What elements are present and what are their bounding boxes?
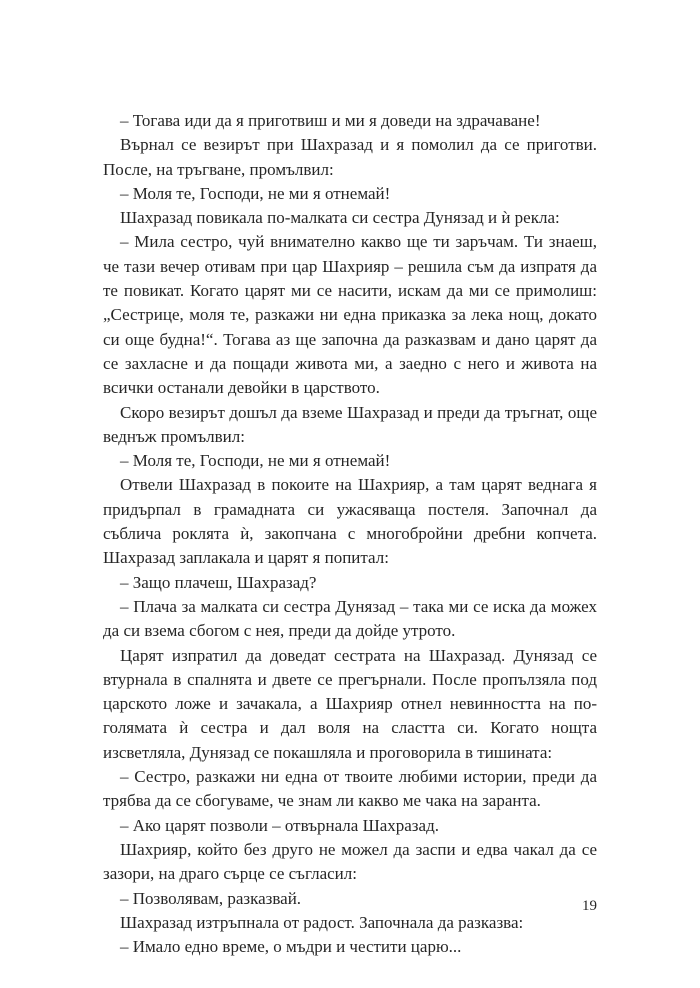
paragraph: – Моля те, Господи, не ми я отнемай! xyxy=(120,183,391,203)
paragraph: Царят изпратил да доведат сестрата на Шахразад. Дунязад се втурнала в спалнята и двете се прегърнали. После пропълзяла под царското ложе и зачакала, а Шахрияр отнел невинността на по-голямата ѝ сестра и дал воля на сластта си. Когато нощта изсветляла, Дунязад се покашляла и проговорила в тишината: xyxy=(103,645,597,762)
paragraph: Скоро везирът дошъл да вземе Шахразад и преди да тръгнат, още веднъж промълвил: xyxy=(103,402,597,446)
paragraph: – Плача за малката си сестра Дунязад – така ми се иска да можех да си взема сбогом с нея, преди да дойде утрото. xyxy=(103,596,597,641)
paragraph: Шахразад изтръпнала от радост. Започнала да разказва: xyxy=(120,912,524,932)
body-text xyxy=(103,109,597,959)
paragraph: – Ако царят позволи – отвърнала Шахразад. xyxy=(120,815,439,835)
paragraph: Шахразад повикала по-малката си сестра Дунязад и ѝ рекла: xyxy=(120,208,560,228)
paragraph: Шахрияр, който без друго не можел да заспи и едва чакал да се зазори, на драго сърце се съгласил: xyxy=(103,839,597,884)
paragraph: – Имало едно време, о мъдри и честити царю... xyxy=(120,937,462,957)
paragraph: – Моля те, Господи, не ми я отнемай! xyxy=(120,451,391,471)
paragraph: – Тогава иди да я приготвиш и ми я доведи на здрачаване! xyxy=(120,111,541,130)
paragraph: Отвели Шахразад в покоите на Шахрияр, а там царят веднага я придърпал в грамадната си ужасяваща постеля. Започнал да съблича роклята ѝ, закопчана с многобройни дребни копчета. Шахразад заплакала и царят я попитал: xyxy=(103,475,597,568)
paragraph: – Защо плачеш, Шахразад? xyxy=(120,572,317,592)
paragraph: – Мила сестро, чуй внимателно какво ще ти заръчам. Ти знаеш, че тази вечер отивам при цар Шахрияр – решила съм да изпратя да те повикат. Когато царят ми се насити, искам да ми се примолиш: „Сестрице, моля те, разкажи ни една приказка за лека нощ, докато си още будна!“. Тогава аз ще започна да разказвам и дано царят да се захласне и да пощади живота ми, а заедно с него и живота на всички останали девойки в царството. xyxy=(103,232,597,398)
paragraph: Върнал се везирът при Шахразад и я помолил да се приготви. После, на тръгване, промълвил: xyxy=(103,135,597,179)
page-number: 19 xyxy=(582,898,597,914)
paragraph: – Позволявам, разказвай. xyxy=(120,888,302,908)
paragraph: – Сестро, разкажи ни една от твоите любими истории, преди да трябва да се сбогуваме, че знам ли какво ме чака на заранта. xyxy=(103,767,597,811)
